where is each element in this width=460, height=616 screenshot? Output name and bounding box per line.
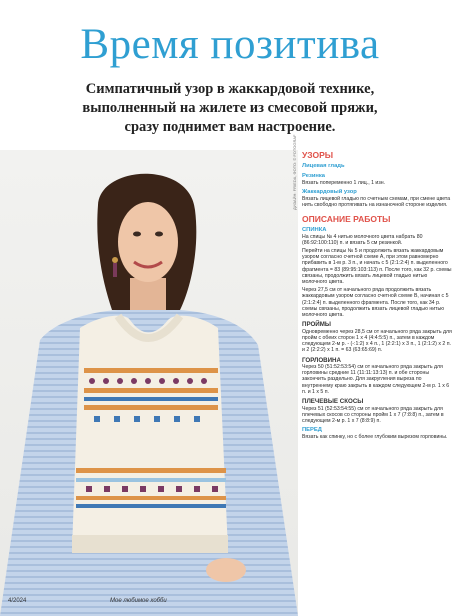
lede-line: Симпатичный узор в жаккардовой технике, (85, 81, 375, 97)
eye-left (133, 232, 141, 237)
pattern-name: Жаккардовый узор (302, 189, 357, 196)
section-neckline-heading: ГОРЛОВИНА (302, 356, 341, 364)
section-paragraph: Вязать как спинку, но с более глубоким вырезом горловины. (302, 434, 448, 441)
pattern-name: Резинка (302, 173, 326, 179)
earring-drop-icon (113, 263, 117, 277)
lede-line: выполненный на жилете из смесовой пряжи, (82, 100, 378, 116)
hand-shape (206, 558, 246, 582)
site-watermark: www.PassionForum.ru (345, 604, 416, 611)
vest-shape (72, 316, 228, 550)
section-front-heading: ПЕРЕД (302, 427, 322, 434)
instructions-column (302, 150, 452, 442)
section-paragraph: Через 51 (52:53:54:55) см от начального ряда закрыть для плечевых скосов со стороны пройм 1 х 7 (7:8:8) п., затем в следующем 2-м р. 1 х 7 (8:8:9) п. (302, 405, 444, 424)
model-photo (0, 150, 298, 616)
instructions-heading: ОПИСАНИЕ РАБОТЫ (302, 213, 391, 224)
article-lede (40, 80, 420, 137)
pattern-name: Лицевая гладь (302, 163, 345, 169)
section-paragraph: Перейти на спицы № 5 и продолжить вязать жаккардовым узором согласно счетной схеме А, при этом равномерно прибавить в 1-м р. 3 п., и начать с 5 (2:1:2:4) п. выделенного фрагмента = 83 (89:95:103:113) п. После того, как 32 р. схемы связаны, продолжить вязать лицевой гладью нитью молочного цвета. (302, 248, 452, 286)
pattern-text: Вязать лицевой гладью по счетным схемам, при смене цвета нить свободно протягивать на изнаночной стороне изделия. (302, 196, 451, 209)
vest-hem-rib (72, 535, 228, 553)
section-paragraph: Через 50 (51:52:53:54) см от начального ряда закрыть для горловины средние 11 (11:11:13:13) п. и обе стороны закончить раздельно. Для закругления выреза по внутреннему краю закрыть в каждом следующем 2-м р. 1 х 6 п. и 1 х 5 п. (302, 364, 450, 395)
section-back-heading: СПИНКА (302, 226, 327, 233)
magazine-name: Мое любимое хобби (110, 598, 167, 604)
face-shape (118, 202, 178, 282)
pattern-text: Вязать попеременно 1 лиц., 1 изн. (302, 180, 385, 186)
lede-line: сразу поднимет вам настроение. (124, 119, 336, 135)
section-paragraph: На спицы № 4 нитью молочного цвета набрать 80 (86:92:100:110) п. и вязать 5 см резинкой. (302, 233, 423, 246)
section-armholes-heading: ПРОЙМЫ (302, 321, 331, 329)
section-paragraph: Через 27,5 см от начального ряда продолжить вязать жаккардовым узором согласно счетной схеме В, начиная с 5 (2:1:2:4) п. выделенного фрагмента. После того, как 34 р. схемы связаны, продолжить вязать лицевой гладью нитью молочного цвета. (302, 287, 449, 319)
issue-number: 4/2024 (8, 598, 27, 604)
patterns-heading: УЗОРЫ (302, 150, 334, 160)
article-title: Время позитива (80, 21, 380, 68)
earring-left-icon (112, 257, 118, 263)
model-illustration (0, 150, 298, 616)
section-shoulders-heading: ПЛЕЧЕВЫЕ СКОСЫ (302, 398, 364, 406)
photo-credit: ДИЗАЙН: FRIEDA, ФОТО: © FOTOGRAF (292, 134, 297, 210)
section-paragraph: Одновременно через 28,5 см от начального ряда закрыть для пройм с обеих сторон 1 х 4 (4:4:5:5) п., затем в каждом следующем 2-м р. - (-:1:2) х 4 п., 1 (2:2:1) х 3 п., 1 (2:1:2) х 2 п. и 2 (2:2:2) х 1 п. = 63 (63:65:69) п. (302, 328, 452, 354)
eye-right (155, 232, 163, 237)
